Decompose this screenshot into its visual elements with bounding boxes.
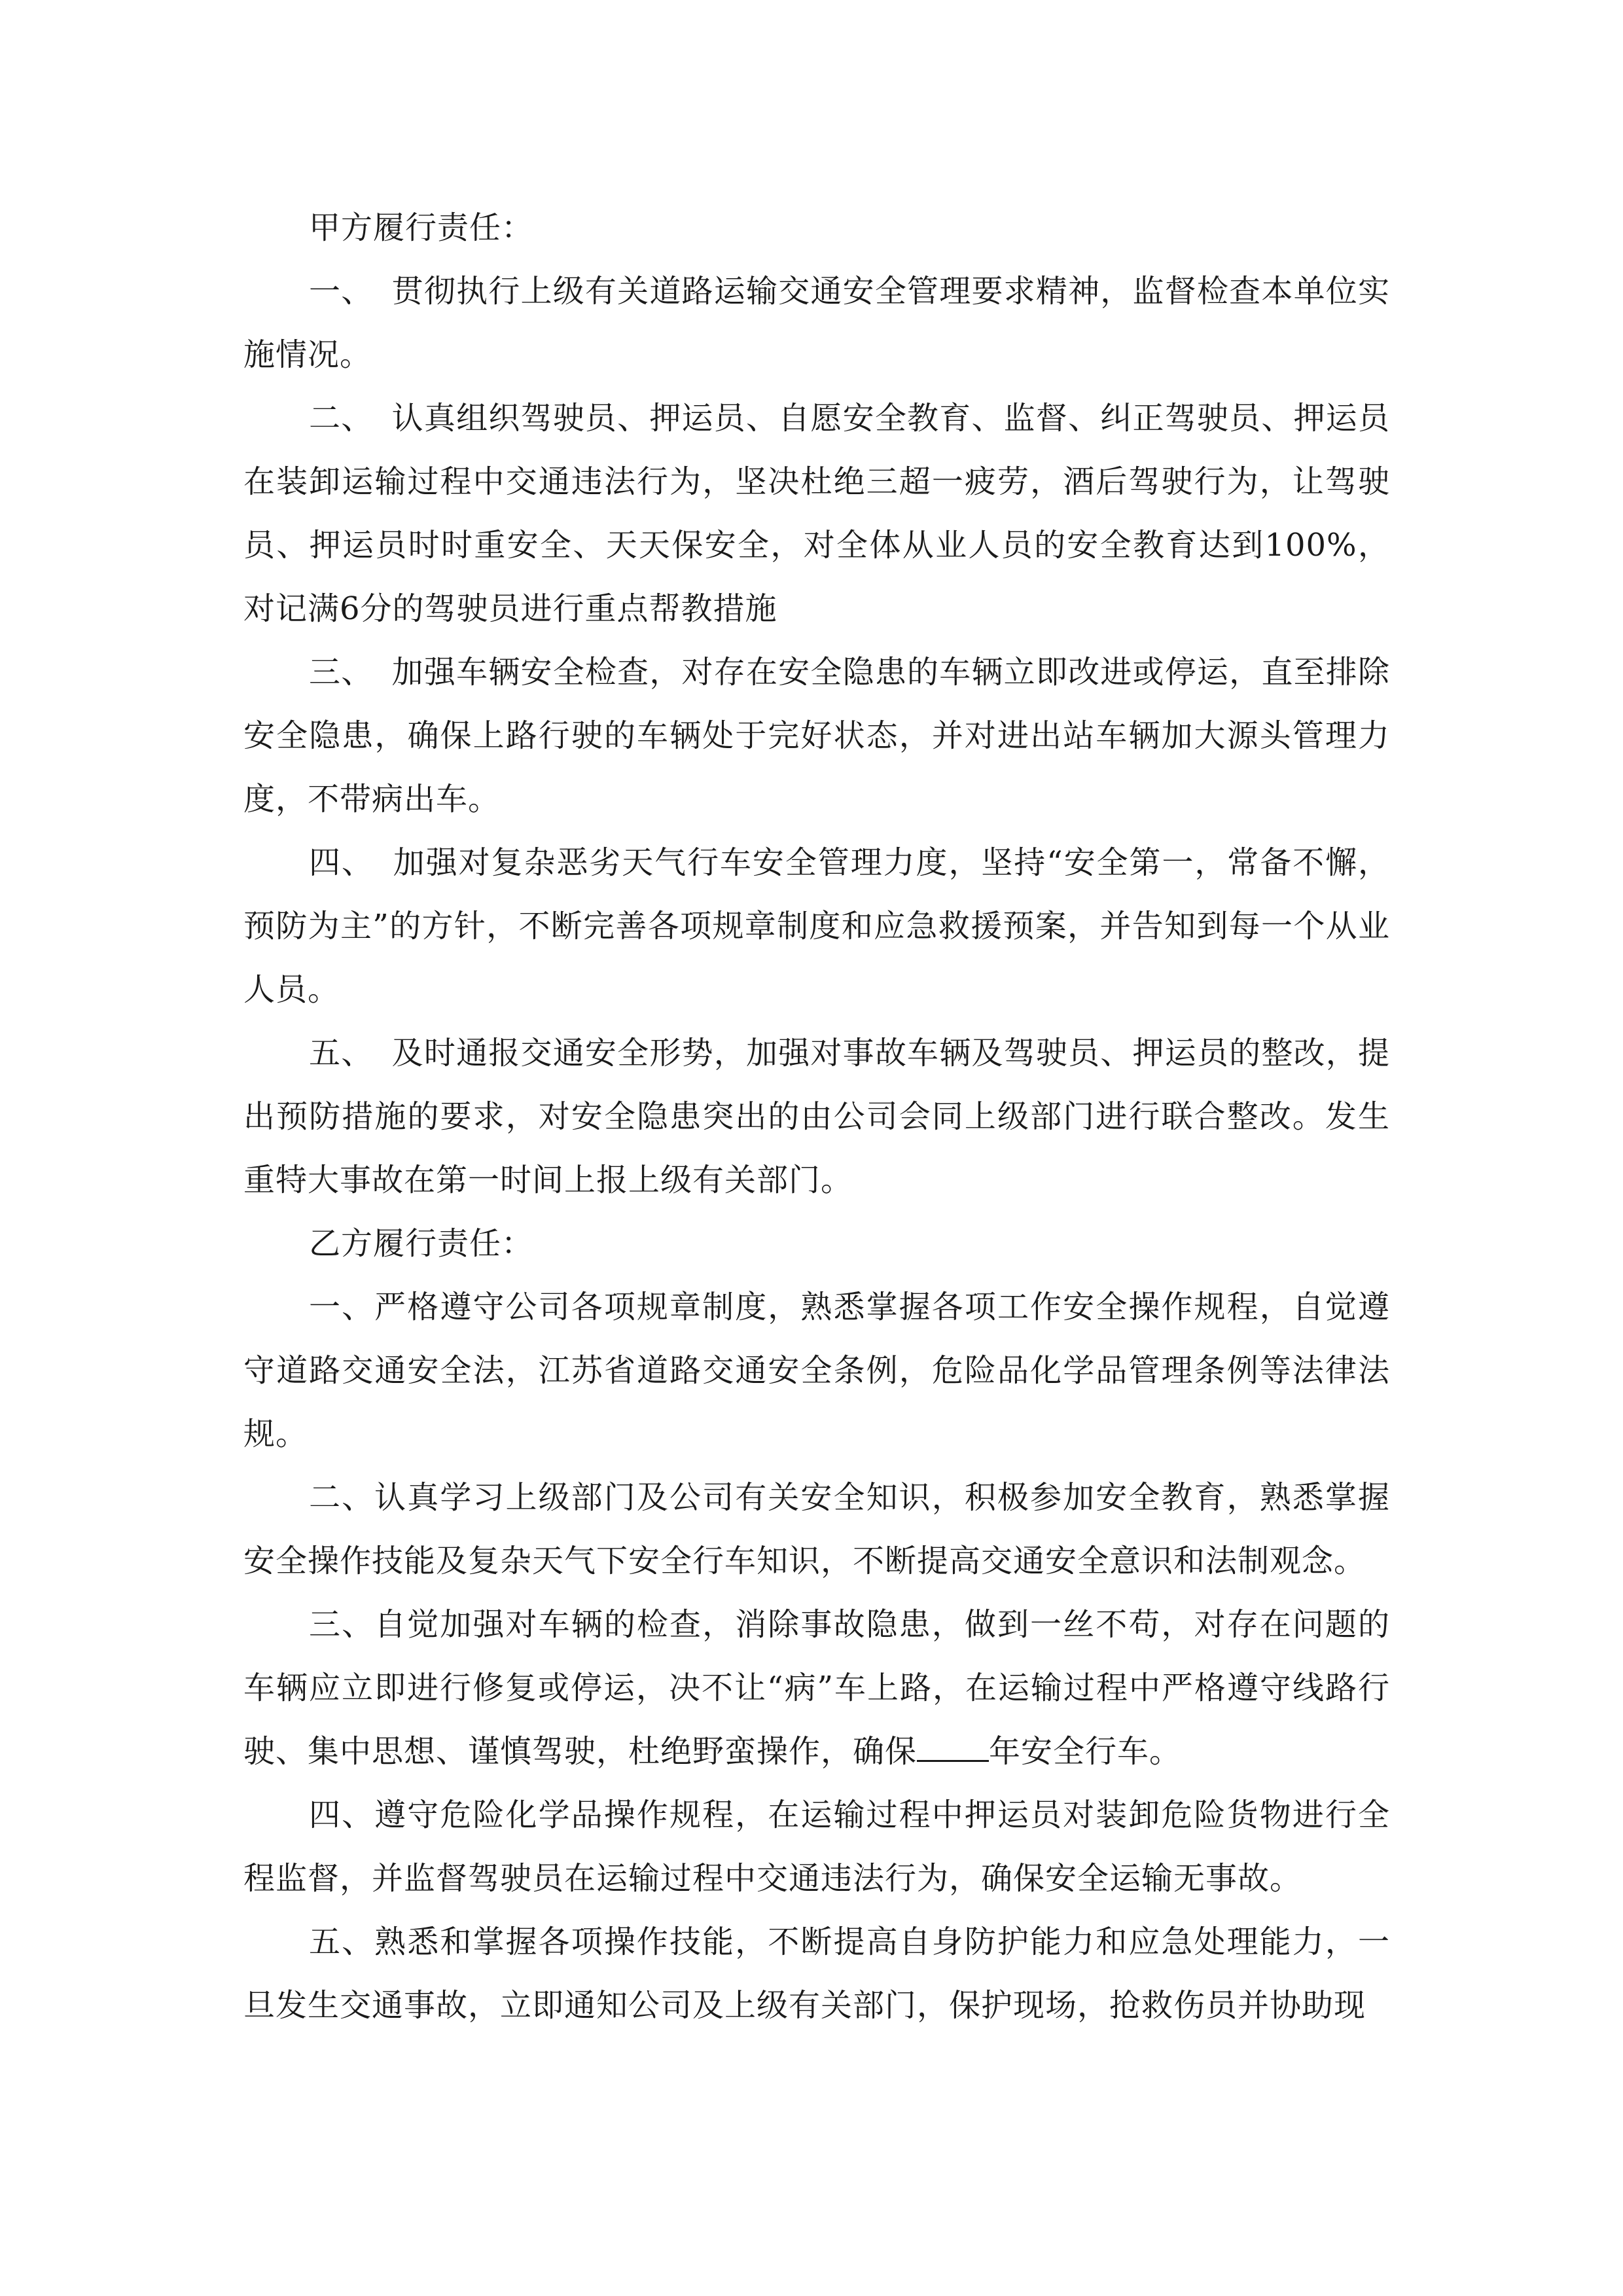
item-text: 及时通报交通安全形势，加强对事故车辆及驾驶员、押运员的整改，提出预防措施的要求，对安全隐患突出的由公司会同上级部门进行联合整改。发生重特大事故在第一时间上报上级有关部门。 [243,1035,1390,1198]
party-b-item-1: 一、严格遵守公司各项规章制度，熟悉掌握各项工作安全操作规程，自觉遵守道路交通安全法，江苏省道路交通安全条例，危险品化学品管理条例等法律法规。 [243,1289,1390,1452]
party-b-item-5: 五、熟悉和掌握各项操作技能，不断提高自身防护能力和应急处理能力，一旦发生交通事故，立即通知公司及上级有关部门，保护现场，抢救伤员并协助现 [243,1924,1390,2024]
item-text-before-blank: 三、自觉加强对车辆的检查，消除事故隐患，做到一丝不苟，对存在问题的车辆应立即进行修复或停运，决不让“病”车上路，在运输过程中严格遵守线路行驶、集中思想、谨慎驾驶，杜绝野蛮操作，确保 [243,1606,1390,1770]
item-number: 五、 [309,1035,374,1071]
party-b-heading: 乙方履行责任： [309,1225,534,1262]
item-text: 加强对复杂恶劣天气行车安全管理力度，坚持“安全第一，常备不懈，预防为主”的方针，不断完善各项规章制度和应急救援预案，并告知到每一个从业人员。 [243,844,1390,1008]
party-a-heading: 甲方履行责任： [309,209,534,246]
party-b-item-3 [243,1593,1390,1784]
party-b-item-4: 四、遵守危险化学品操作规程，在运输过程中押运员对装卸危险货物进行全程监督，并监督驾驶员在运输过程中交通违法行为，确保安全运输无事故。 [243,1797,1390,1897]
item-text: 加强车辆安全检查，对存在安全隐患的车辆立即改进或停运，直至排除安全隐患，确保上路行驶的车辆处于完好状态，并对进出站车辆加大源头管理力度，不带病出车。 [243,654,1390,817]
item-number: 四、 [309,844,374,881]
document-body [243,196,1390,2037]
item-text: 认真组织驾驶员、押运员、自愿安全教育、监督、纠正驾驶员、押运员在装卸运输过程中交通违法行为，坚决杜绝三超一疲劳，酒后驾驶行为，让驾驶员、押运员时时重安全、天天保安全，对全体从业人员的安全教育达到100%，对记满6分的驾驶员进行重点帮教措施 [243,400,1390,627]
party-a-item-1 [243,260,1390,387]
party-b-item-2: 二、认真学习上级部门及公司有关安全知识，积极参加安全教育，熟悉掌握安全操作技能及复杂天气下安全行车知识，不断提高交通安全意识和法制观念。 [243,1479,1390,1579]
item-text-after-blank: 年安全行车。 [989,1733,1182,1770]
item-number: 一、 [309,273,374,310]
item-number: 三、 [309,654,374,691]
party-a-item-3 [243,641,1390,831]
item-number: 二、 [309,400,374,437]
party-a-item-5 [243,1022,1390,1212]
fill-in-blank [917,1734,989,1762]
party-a-item-2 [243,387,1390,641]
party-a-item-4 [243,831,1390,1022]
item-text: 贯彻执行上级有关道路运输交通安全管理要求精神，监督检查本单位实施情况。 [243,273,1390,373]
